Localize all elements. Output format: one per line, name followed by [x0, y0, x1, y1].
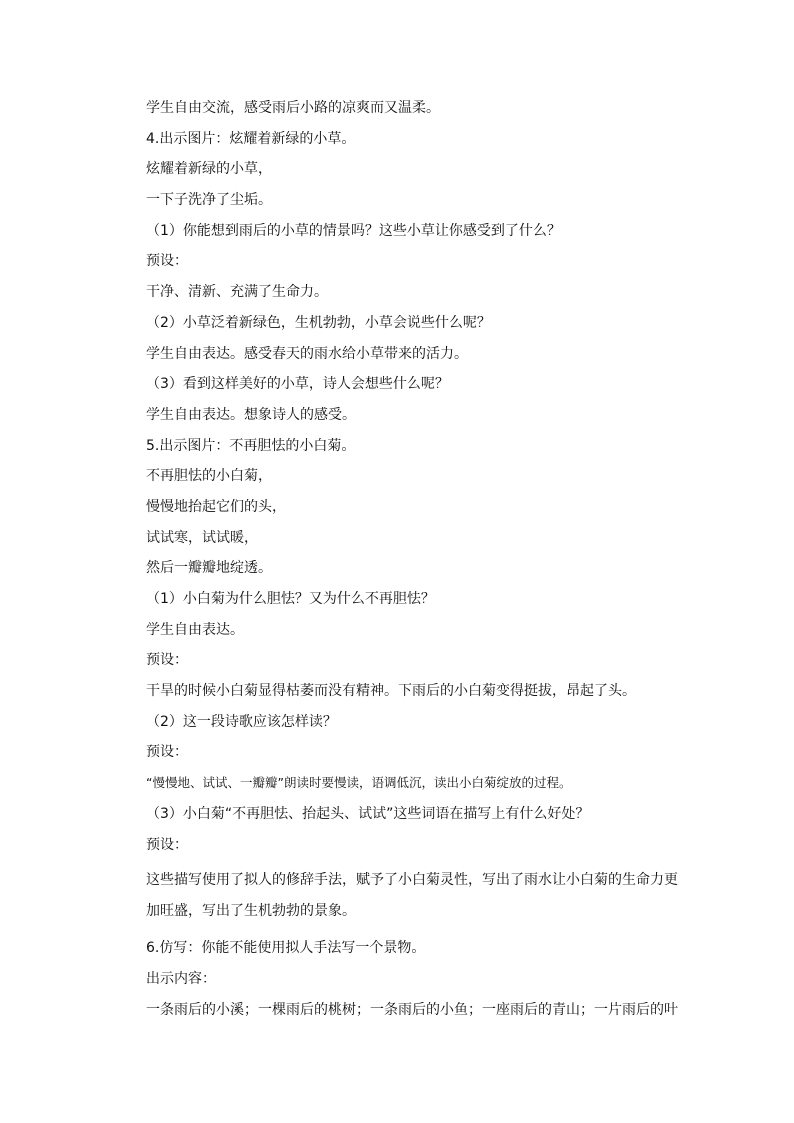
preset-label: 预设： — [146, 253, 188, 270]
answer-line: 学生自由表达。想象诗人的感受。 — [146, 406, 356, 423]
paragraph-line: 学生自由交流，感受雨后小路的凉爽而又温柔。 — [146, 100, 440, 116]
answer-line: 干净、清新、充满了生命力。 — [146, 284, 328, 301]
answer-paragraph: 这些描写使用了拟人的修辞手法，赋予了小白菊灵性，写出了雨水让小白菊的生命力更加旺盛，写出了生机勃勃的景象。 — [146, 872, 678, 920]
question-line: （1）小白菊为什么胆怯？又为什么不再胆怯？ — [146, 591, 435, 607]
section-heading: 4.出示图片：炫耀着新绿的小草。 — [146, 130, 356, 147]
question-line: （1）你能想到雨后的小草的情景吗？这些小草让你感受到了什么？ — [146, 222, 561, 239]
content-line: 一条雨后的小溪；一棵雨后的桃树；一条雨后的小鱼；一座雨后的青山；一片雨后的叶 — [146, 1001, 678, 1018]
answer-line: 干旱的时候小白菊显得枯萎而没有精神。下雨后的小白菊变得挺拔，昂起了头。 — [146, 683, 636, 700]
question-line: （3）小白菊“不再胆怯、抬起头、试试”这些词语在描写上有什么好处？ — [146, 805, 590, 822]
poem-line: 慢慢地抬起它们的头， — [146, 498, 286, 515]
poem-line: 然后一瓣瓣地绽透。 — [146, 560, 272, 577]
section-heading: 6.仿写：你能不能使用拟人手法写一个景物。 — [146, 940, 426, 957]
preset-label: 预设： — [146, 744, 188, 761]
question-line: （3）看到这样美好的小草，诗人会想些什么呢？ — [146, 376, 449, 393]
question-line: （2）这一段诗歌应该怎样读？ — [146, 713, 337, 730]
preset-label: 预设： — [146, 836, 188, 853]
answer-line: 学生自由表达。感受春天的雨水给小草带来的活力。 — [146, 345, 468, 362]
poem-line: 炫耀着新绿的小草， — [146, 161, 272, 178]
document-body — [146, 98, 686, 1030]
poem-line: 试试寒，试试暖， — [146, 529, 258, 546]
answer-line: “慢慢地、试试、一瓣瓣”朗读时要慢读，语调低沉，读出小白菊绽放的过程。 — [146, 775, 572, 791]
answer-line: 学生自由表达。 — [146, 621, 244, 638]
poem-line: 一下子洗净了尘垢。 — [146, 192, 272, 209]
section-heading: 5.出示图片：不再胆怯的小白菊。 — [146, 437, 356, 454]
question-line: （2）小草泛着新绿色，生机勃勃，小草会说些什么呢？ — [146, 314, 491, 331]
preset-label: 预设： — [146, 652, 188, 669]
content-label: 出示内容： — [146, 970, 216, 987]
poem-line: 不再胆怯的小白菊， — [146, 468, 272, 485]
